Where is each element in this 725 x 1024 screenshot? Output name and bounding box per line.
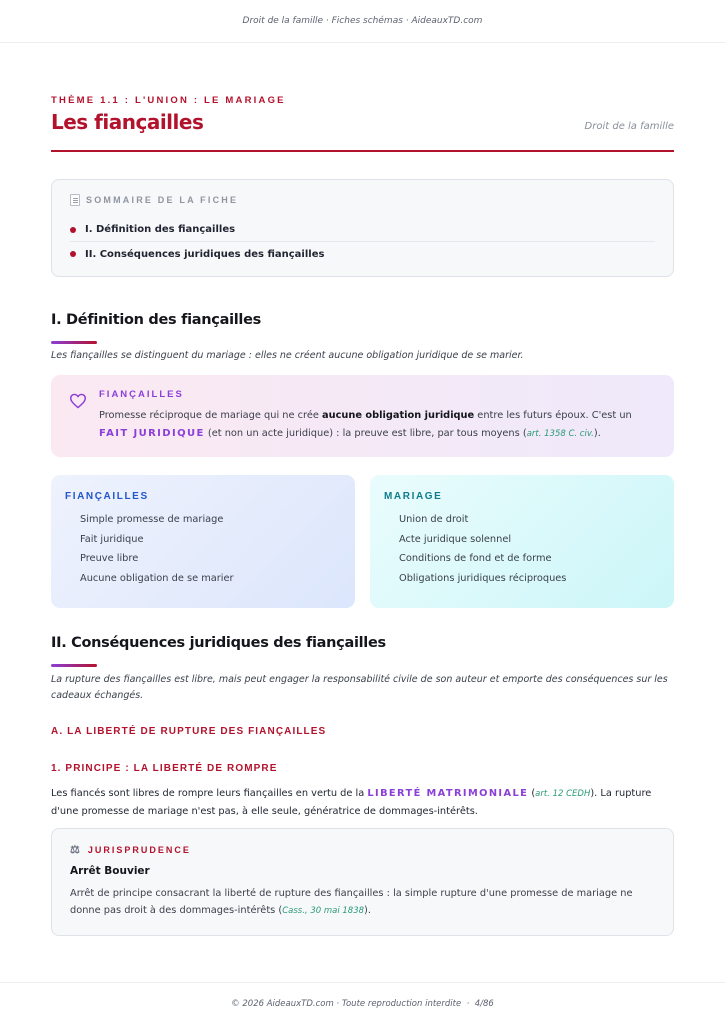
legal-reference: art. 1358 C. civ. bbox=[526, 429, 594, 439]
scale-icon: ⚖ bbox=[70, 844, 82, 856]
page-footer: © 2026 AideauxTD.com · Toute reproduction interdite · 4/86 bbox=[0, 982, 725, 1024]
section-2-underline bbox=[51, 664, 97, 667]
definition-emphasis: aucune obligation juridique bbox=[322, 410, 475, 421]
bullet-icon bbox=[70, 227, 76, 233]
case-text bbox=[70, 885, 655, 920]
section-2-lead: La rupture des fiançailles est libre, mais peut engager la responsabilité civile de son auteur et emporte des conséquences sur les cadeaux échangés. bbox=[51, 674, 668, 701]
page-number: 4/86 bbox=[474, 998, 494, 1009]
section-1-title: I. Définition des fiançailles bbox=[51, 312, 261, 328]
principle-paragraph bbox=[51, 785, 674, 820]
legal-reference: Cass., 30 mai 1838 bbox=[282, 906, 365, 916]
jurisprudence-label: JURISPRUDENCE bbox=[87, 844, 191, 855]
toc-item-consequences[interactable] bbox=[70, 242, 655, 266]
compare-list bbox=[384, 510, 660, 588]
subject-label: Droit de la famille bbox=[584, 121, 674, 132]
list-item: Union de droit bbox=[399, 514, 469, 525]
heart-icon bbox=[69, 393, 87, 409]
list-item: Fait juridique bbox=[80, 533, 144, 545]
running-header bbox=[0, 0, 725, 43]
list-item: Simple promesse de mariage bbox=[80, 514, 224, 525]
section-1-lead: Les fiançailles se distinguent du mariage : elles ne créent aucune obligation juridique de se marier. bbox=[51, 350, 524, 361]
document-icon bbox=[70, 194, 80, 206]
compare-card-mariage bbox=[370, 475, 674, 608]
subsection-a-title: A. LA LIBERTÉ DE RUPTURE DES FIANÇAILLES bbox=[51, 726, 327, 737]
toc-item-label: II. Conséquences juridiques des fiançailles bbox=[85, 248, 325, 260]
point-1-title: 1. PRINCIPE : LA LIBERTÉ DE ROMPRE bbox=[51, 763, 278, 774]
definition-label: FIANÇAILLES bbox=[99, 389, 184, 400]
page-title: Les fiançailles bbox=[51, 110, 204, 134]
section-2-title: II. Conséquences juridiques des fiançailles bbox=[51, 635, 386, 651]
section-1-underline bbox=[51, 341, 97, 344]
list-item: Aucune obligation de se marier bbox=[80, 572, 234, 584]
toc-label: SOMMAIRE DE LA FICHE bbox=[86, 195, 239, 205]
theme-label: THÈME 1.1 : L'UNION : LE MARIAGE bbox=[51, 95, 286, 106]
definition-text bbox=[99, 407, 656, 443]
compare-card-title: MARIAGE bbox=[384, 491, 443, 502]
definition-text-part: (et non un acte juridique) : la preuve est libre, par tous moyens ( bbox=[204, 428, 527, 439]
toc-item-definition[interactable] bbox=[70, 218, 655, 242]
definition-box bbox=[51, 375, 674, 457]
bullet-icon bbox=[70, 251, 76, 257]
paragraph-text-part: ). La rupture d'une promesse de mariage n'est pas, à elle seule, génératrice de dommages-intérêts. bbox=[51, 788, 652, 817]
footer-copyright: © 2026 AideauxTD.com · Toute reproduction interdite bbox=[231, 998, 462, 1009]
definition-text-part: ). bbox=[593, 428, 601, 439]
running-title: Droit de la famille · Fiches schémas · AideauxTD.com bbox=[242, 16, 483, 26]
paragraph-text-part: Les fiancés sont libres de rompre leurs fiançailles en vertu de la bbox=[51, 788, 368, 799]
title-rule bbox=[51, 150, 674, 152]
paragraph-keyword: LIBERTÉ MATRIMONIALE bbox=[367, 788, 529, 799]
definition-text-part: Promesse réciproque de mariage qui ne crée bbox=[99, 410, 323, 421]
compare-list bbox=[65, 510, 341, 588]
definition-text-part: entre les futurs époux. C'est un bbox=[474, 410, 632, 421]
case-text-part: Arrêt de principe consacrant la liberté de rupture des fiançailles : la simple rupture d'une promesse de mariage ne donne pas droit à des dommages-intérêts ( bbox=[70, 888, 633, 916]
case-title: Arrêt Bouvier bbox=[70, 865, 150, 877]
toc-list bbox=[70, 218, 655, 266]
jurisprudence-header bbox=[70, 843, 655, 856]
list-item: Conditions de fond et de forme bbox=[399, 553, 552, 565]
definition-keyword: FAIT JURIDIQUE bbox=[99, 428, 205, 439]
compare-card-title: FIANÇAILLES bbox=[65, 491, 149, 502]
case-text-part: ). bbox=[364, 905, 371, 916]
toc-item-label: I. Définition des fiançailles bbox=[85, 224, 236, 235]
compare-card-fiancailles bbox=[51, 475, 355, 608]
paragraph-text-part: ( bbox=[528, 788, 536, 799]
jurisprudence-box bbox=[51, 828, 674, 936]
toc-header bbox=[70, 194, 655, 206]
list-item: Acte juridique solennel bbox=[399, 533, 512, 545]
list-item: Obligations juridiques réciproques bbox=[399, 572, 567, 584]
list-item: Preuve libre bbox=[80, 553, 139, 565]
legal-reference: art. 12 CEDH bbox=[535, 789, 591, 799]
table-of-contents bbox=[51, 179, 674, 277]
